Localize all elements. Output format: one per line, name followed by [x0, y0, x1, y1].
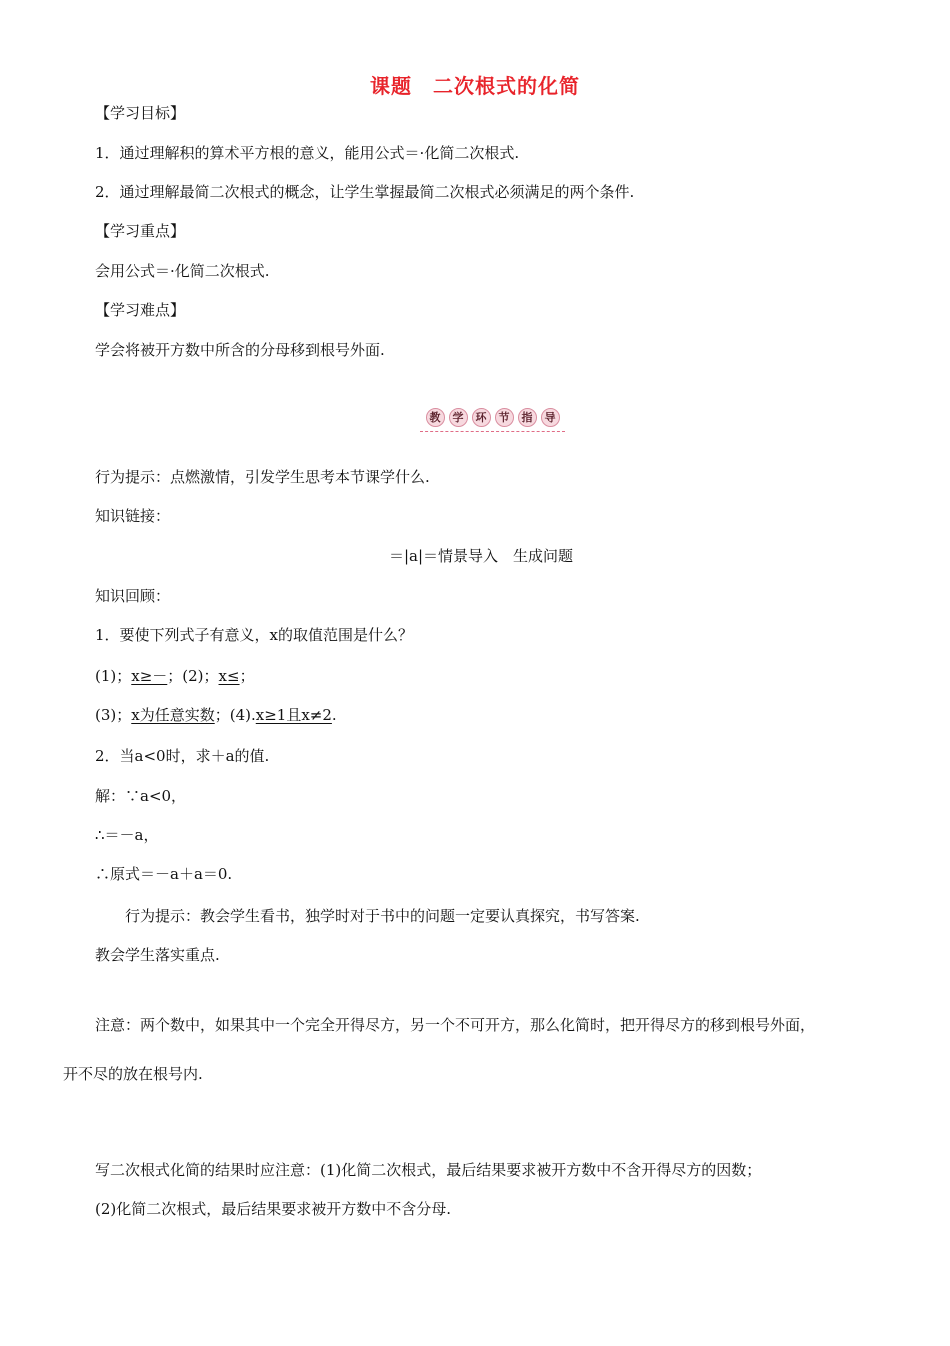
key-heading: 【学习重点】: [95, 222, 186, 240]
badge-char: 节: [495, 408, 514, 427]
hint-1: 行为提示：点燃激情，引发学生思考本节课学什么.: [95, 468, 430, 486]
answer-prefix: (1)；: [95, 667, 132, 685]
answer-row-2: [95, 705, 337, 725]
formula-line: ＝|a|＝情景导入 生成问题: [389, 547, 574, 565]
difficulty-text: 学会将被开方数中所含的分母移到根号外面.: [95, 341, 385, 359]
goal-item-2: 2．通过理解最简二次根式的概念，让学生掌握最简二次根式必须满足的两个条件.: [95, 183, 635, 201]
difficulty-heading: 【学习难点】: [95, 301, 186, 319]
key-text: 会用公式＝·化简二次根式.: [95, 262, 270, 280]
review-label: 知识回顾：: [95, 587, 171, 605]
goals-heading: 【学习目标】: [95, 104, 186, 122]
badge-char: 指: [518, 408, 537, 427]
note-line-2: 开不尽的放在根号内.: [63, 1065, 203, 1083]
section-badge: [420, 405, 565, 435]
answer-value: x≤: [218, 667, 240, 685]
teach-note: 教会学生落实重点.: [95, 946, 220, 964]
writing-note-1: 写二次根式化简的结果时应注意：(1)化简二次根式，最后结果要求被开方数中不含开得尽方的因数；: [95, 1161, 762, 1179]
answer-row-1: [95, 666, 255, 686]
badge-char: 导: [541, 408, 560, 427]
note-line-1: 注意：两个数中，如果其中一个完全开得尽方，另一个不可开方，那么化简时，把开得尽方的移到根号外面，: [95, 1016, 816, 1034]
solution-line-2: ∴＝－a，: [95, 826, 159, 844]
page-title: 课题 二次根式的化简: [370, 74, 580, 98]
question-2: 2．当a<0时，求＋a的值.: [95, 747, 270, 765]
link-label: 知识链接：: [95, 507, 171, 525]
answer-end: ；: [239, 667, 255, 685]
question-1: 1．要使下列式子有意义，x的取值范围是什么？: [95, 626, 414, 644]
writing-note-2: (2)化简二次根式，最后结果要求被开方数中不含分母.: [95, 1200, 452, 1218]
badge-char: 教: [426, 408, 445, 427]
answer-end: .: [331, 706, 337, 724]
answer-value: x≥－: [131, 667, 168, 685]
answer-sep: ；(2)；: [167, 667, 219, 685]
answer-value: x为任意实数: [131, 706, 215, 724]
answer-sep: ；(4).: [214, 706, 256, 724]
answer-prefix: (3)；: [95, 706, 132, 724]
solution-line-3: ∴原式＝－a＋a＝0.: [95, 865, 233, 883]
answer-value: x≥1且x≠2: [255, 706, 332, 724]
badge-char: 学: [449, 408, 468, 427]
badge-underline: [420, 431, 565, 432]
hint-2: 行为提示：教会学生看书，独学时对于书中的问题一定要认真探究，书写答案.: [125, 907, 640, 925]
solution-line-1: 解：∵a<0，: [95, 787, 187, 805]
goal-item-1: 1．通过理解积的算术平方根的意义，能用公式＝·化简二次根式.: [95, 144, 520, 162]
badge-char: 环: [472, 408, 491, 427]
